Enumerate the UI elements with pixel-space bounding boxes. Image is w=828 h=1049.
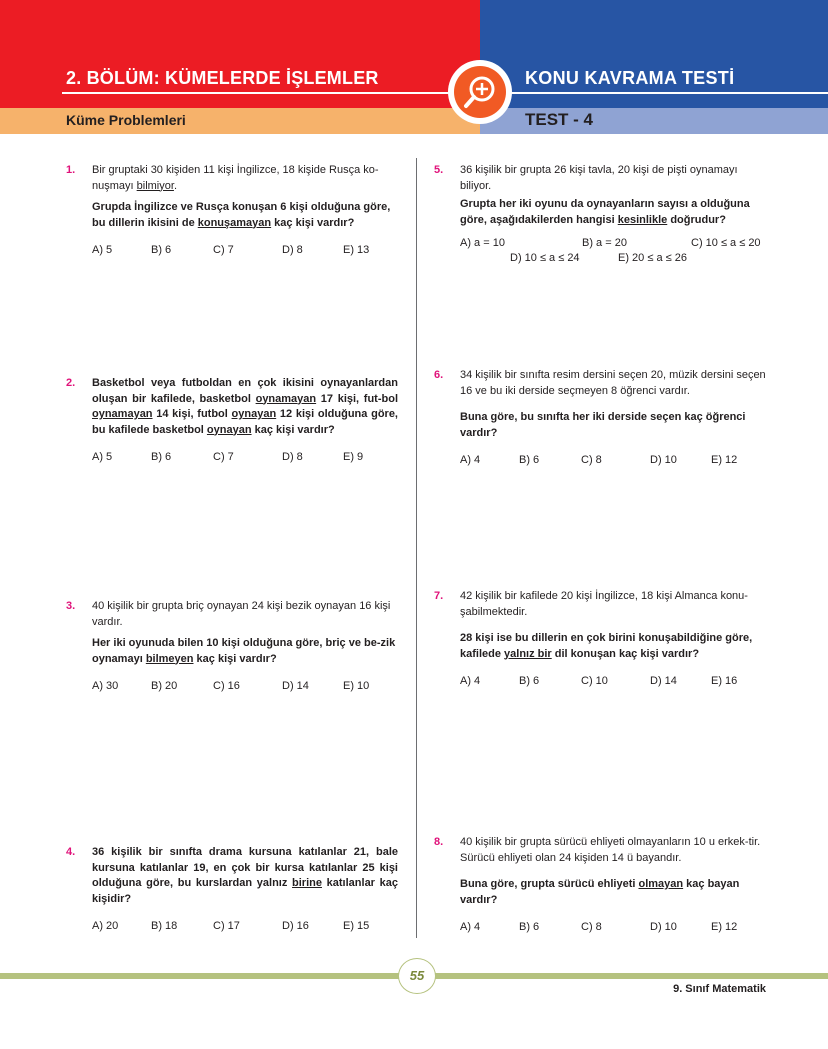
question-prompt: Her iki oyunuda bilen 10 kişi olduğuna göre, briç ve be-zik oynamayı bilmeyen kaç kişi vardır? — [92, 637, 396, 665]
question-number: 8. — [434, 836, 444, 848]
option-b[interactable]: B) 6 — [519, 921, 540, 933]
option-b[interactable]: B) 18 — [151, 920, 178, 932]
question-stem: 40 kişilik bir grupta sürücü ehliyeti olmayanların 10 u erkek-tir. Sürücü ehliyeti olan 24 kişiden 14 ü bayandır. — [460, 836, 761, 864]
option-d[interactable]: D) 14 — [282, 680, 309, 692]
option-b[interactable]: B) 6 — [519, 675, 540, 687]
question-prompt: 36 kişilik bir sınıfta drama kursuna katılanlar 21, bale kursuna katılanlar 19, en çok bir kursa katılanlar 25 kişi olduğuna göre, bu kurslardan yalnız birine katılanlar kaç kişidir? — [92, 846, 398, 905]
option-e[interactable]: E) 15 — [343, 920, 370, 932]
option-e[interactable]: E) 20 ≤ a ≤ 26 — [618, 252, 687, 264]
question-number: 7. — [434, 590, 444, 602]
question-number: 4. — [66, 846, 76, 858]
option-a[interactable]: A) 4 — [460, 675, 481, 687]
option-e[interactable]: E) 9 — [343, 451, 364, 463]
answer-options — [92, 919, 398, 935]
answer-options — [92, 679, 398, 695]
question-4 — [66, 845, 398, 935]
option-c[interactable]: C) 10 ≤ a ≤ 20 — [691, 237, 761, 249]
question-stem: Bir gruptaki 30 kişiden 11 kişi İngilizce, 18 kişide Rusça ko-nuşmayı bilmiyor. — [92, 164, 379, 192]
question-prompt: Buna göre, bu sınıfta her iki derside seçen kaç öğrenci vardır? — [460, 411, 746, 439]
question-1 — [66, 163, 398, 259]
section-title: 2. BÖLÜM: KÜMELERDE İŞLEMLER — [66, 68, 379, 88]
answer-options — [460, 920, 766, 936]
option-d[interactable]: D) 8 — [282, 451, 303, 463]
option-a[interactable]: A) 5 — [92, 244, 113, 256]
question-8 — [434, 835, 766, 936]
option-e[interactable]: E) 10 — [343, 680, 370, 692]
option-a[interactable]: A) 4 — [460, 921, 481, 933]
question-stem: 42 kişilik bir kafilede 20 kişi İngilizce, 18 kişi Almanca konu-şabilmektedir. — [460, 590, 748, 618]
question-prompt: 28 kişi ise bu dillerin en çok birini konuşabildiğine göre, kafilede yalnız bir dil konuşan kaç kişi vardır? — [460, 632, 753, 660]
test-number: TEST - 4 — [525, 110, 594, 129]
option-d[interactable]: D) 10 — [650, 454, 677, 466]
question-prompt: Grupda İngilizce ve Rusça konuşan 6 kişi olduğuna göre, bu dillerin ikisini de konuşamayan kaç kişi vardır? — [92, 201, 391, 229]
option-d[interactable]: D) 16 — [282, 920, 309, 932]
option-c[interactable]: C) 8 — [581, 454, 602, 466]
option-a[interactable]: A) 20 — [92, 920, 119, 932]
question-number: 5. — [434, 164, 444, 176]
option-c[interactable]: C) 7 — [213, 451, 234, 463]
option-b[interactable]: B) 20 — [151, 680, 178, 692]
option-b[interactable]: B) 6 — [519, 454, 540, 466]
answer-options — [460, 236, 766, 266]
answer-options — [460, 453, 766, 469]
question-number: 3. — [66, 600, 76, 612]
question-prompt: Grupta her iki oyunu da oynayanların sayısı a olduğuna göre, aşağıdakilerden hangisi kesinlikle doğrudur? — [460, 198, 750, 226]
question-number: 2. — [66, 377, 76, 389]
question-stem: 34 kişilik bir sınıfta resim dersini seçen 20, müzik dersini seçen 16 ve bu iki derside seçmeyen 8 öğrenci vardır. — [460, 369, 766, 397]
magnifier-icon — [454, 66, 506, 118]
question-stem: 36 kişilik bir grupta 26 kişi tavla, 20 kişi de pişti oynamayı biliyor. — [460, 164, 738, 192]
question-stem: 40 kişilik bir grupta briç oynayan 24 kişi bezik oynayan 16 kişi vardır. — [92, 600, 391, 628]
option-d[interactable]: D) 14 — [650, 675, 677, 687]
option-d[interactable]: D) 8 — [282, 244, 303, 256]
header-divider-line — [480, 92, 828, 94]
book-title: 9. Sınıf Matematik — [673, 983, 766, 995]
option-c[interactable]: C) 7 — [213, 244, 234, 256]
option-a[interactable]: A) 30 — [92, 680, 119, 692]
option-e[interactable]: E) 16 — [711, 675, 738, 687]
question-number: 1. — [66, 164, 76, 176]
question-7 — [434, 589, 766, 690]
option-c[interactable]: C) 10 — [581, 675, 608, 687]
test-type-title: KONU KAVRAMA TESTİ — [525, 68, 735, 88]
answer-options — [92, 243, 398, 259]
page-number: 55 — [409, 968, 425, 983]
option-c[interactable]: C) 8 — [581, 921, 602, 933]
option-b[interactable]: B) a = 20 — [582, 237, 627, 249]
option-b[interactable]: B) 6 — [151, 451, 172, 463]
question-prompt: Buna göre, grupta sürücü ehliyeti olmayan kaç bayan vardır? — [460, 878, 740, 906]
option-b[interactable]: B) 6 — [151, 244, 172, 256]
question-prompt: Basketbol veya futboldan en çok ikisini oynayanlardan oluşan bir kafilede, basketbol oynamayan 17 kişi, fut-bol oynamayan 14 kişi, futbol oynayan 12 kişi olduğuna göre, bu kafilede basketbol oynayan kaç kişi vardır? — [92, 377, 398, 436]
option-c[interactable]: C) 17 — [213, 920, 240, 932]
sub-title: Küme Problemleri — [66, 112, 186, 128]
header-divider-line — [62, 92, 480, 94]
option-a[interactable]: A) 5 — [92, 451, 113, 463]
option-c[interactable]: C) 16 — [213, 680, 240, 692]
question-6 — [434, 368, 766, 469]
option-d[interactable]: D) 10 — [650, 921, 677, 933]
question-5 — [434, 163, 766, 266]
answer-options — [460, 674, 766, 690]
option-e[interactable]: E) 12 — [711, 454, 738, 466]
answer-options — [92, 450, 398, 466]
question-number: 6. — [434, 369, 444, 381]
option-d[interactable]: D) 10 ≤ a ≤ 24 — [510, 252, 580, 264]
option-a[interactable]: A) 4 — [460, 454, 481, 466]
column-divider — [416, 158, 417, 938]
option-e[interactable]: E) 12 — [711, 921, 738, 933]
option-a[interactable]: A) a = 10 — [460, 237, 505, 249]
question-2 — [66, 376, 398, 466]
question-3 — [66, 599, 398, 695]
option-e[interactable]: E) 13 — [343, 244, 370, 256]
